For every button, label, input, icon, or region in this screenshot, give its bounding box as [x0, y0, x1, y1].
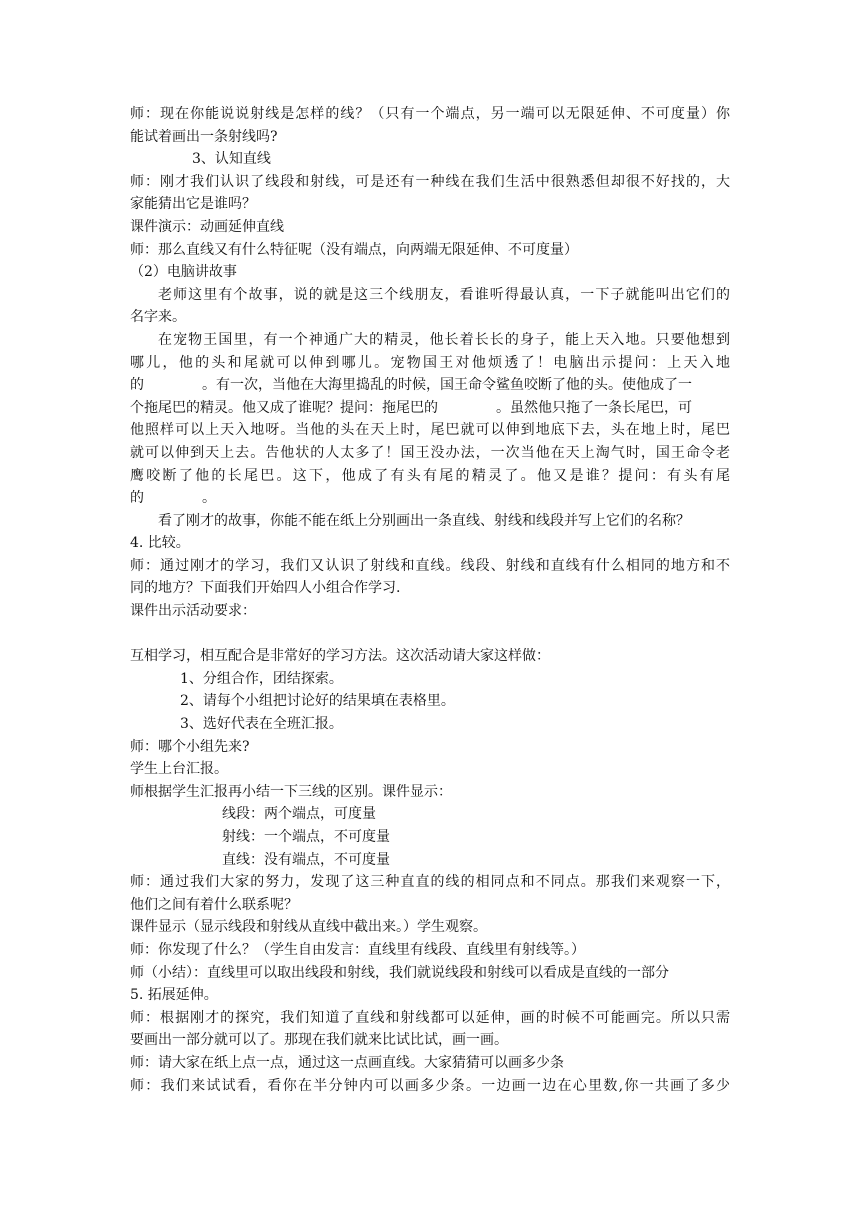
summary-item: 线段：两个端点，可度量	[222, 806, 376, 823]
paragraph-line: 同的地方？下面我们开始四人小组合作学习.	[130, 580, 401, 597]
paragraph-line: 师：我们来试试看，看你在半分钟内可以画多少条。一边画一边在心里数,你一共画了多少	[130, 1077, 730, 1094]
paragraph-line: 课件显示（显示线段和射线从直线中截出来。）学生观察。	[130, 919, 487, 936]
paragraph-line: 师：那么直线又有什么特征呢（没有端点，向两端无限延伸、不可度量）	[130, 241, 578, 258]
paragraph-line: 鹰咬断了他的长尾巴。这下，他成了有头有尾的精灵了。他又是谁？提问：有头有尾	[130, 467, 730, 484]
paragraph-line: 师：你发现了什么？（学生自由发言：直线里有线段、直线里有射线等。）	[130, 941, 585, 958]
paragraph-line: 师：请大家在纸上点一点，通过这一点画直线。大家猜猜可以画多少条	[130, 1054, 564, 1071]
paragraph-line: 名字来。	[130, 309, 186, 326]
paragraph-line: 课件演示：动画延伸直线	[130, 218, 284, 235]
paragraph-line: 课件出示活动要求：	[130, 603, 256, 620]
paragraph-line: 在宠物王国里，有一个神通广大的精灵，他长着长长的身子，能上天入地。只要他想到	[158, 331, 730, 348]
list-item: 2、请每个小组把讨论好的结果填在表格里。	[180, 693, 455, 710]
paragraph-line: 能试着画出一条射线吗?	[130, 128, 278, 145]
line-fragment: 。虽然他只拖了一条长尾巴，可	[496, 399, 692, 416]
paragraph-line	[130, 487, 730, 510]
summary-item: 直线：没有端点，不可度量	[222, 851, 390, 868]
blank-line	[130, 623, 730, 646]
paragraph-line: 就可以伸到天上去。告他状的人太多了！国王没办法，一次当他在天上淘气时，国王命令老	[130, 444, 730, 461]
paragraph-line: 他们之间有着什么联系呢？	[130, 896, 298, 913]
line-fragment: 的	[130, 377, 144, 394]
paragraph-line: 家能猜出它是谁吗？	[130, 196, 256, 213]
line-fragment: 。	[202, 490, 216, 507]
paragraph-line: 学生上台汇报。	[130, 761, 228, 778]
section-heading: 4. 比较。	[130, 535, 190, 552]
line-fragment: 。有一次，当他在大海里捣乱的时候，国王命令鲨鱼咬断了他的头。使他成了一	[202, 377, 692, 394]
paragraph-line: 要画出一部分就可以了。那现在我们就来比试比试，画一画。	[130, 1032, 508, 1049]
paragraph-line: 师根据学生汇报再小结一下三线的区别。课件显示：	[130, 783, 452, 800]
paragraph-line: 师：刚才我们认识了线段和射线，可是还有一种线在我们生活中很熟悉但却很不好找的，大	[130, 173, 730, 190]
summary-item: 射线：一个端点，不可度量	[222, 829, 390, 845]
paragraph-line: 互相学习，相互配合是非常好的学习方法。这次活动请大家这样做：	[130, 648, 550, 665]
paragraph-line: 师：通过刚才的学习，我们又认识了射线和直线。线段、射线和直线有什么相同的地方和不	[130, 557, 730, 574]
document-page	[130, 103, 730, 1097]
paragraph-line: 师（小结）：直线里可以取出线段和射线，我们就说线段和射线可以看成是直线的一部分	[130, 964, 669, 981]
line-fragment: 个拖尾巴的精灵。他又成了谁呢？提问：拖尾巴的	[130, 399, 438, 416]
line-fragment: 的	[130, 490, 144, 507]
paragraph-line: 师：通过我们大家的努力，发现了这三种直直的线的相同点和不同点。那我们来观察一下，	[130, 874, 730, 891]
list-item: 1、分组合作，团结探索。	[180, 670, 343, 687]
paragraph-line: 他照样可以上天入地呀。当他的头在天上时，尾巴就可以伸到地底下去，头在地上时，尾巴	[130, 422, 730, 439]
paragraph-line	[130, 374, 730, 397]
section-heading: 3、认知直线	[192, 151, 271, 168]
paragraph-line: 哪儿，他的头和尾就可以伸到哪儿。宠物国王对他烦透了！电脑出示提问：上天入地	[130, 354, 730, 371]
paragraph-line: 看了刚才的故事，你能不能在纸上分别画出一条直线、射线和线段并写上它们的名称？	[158, 512, 690, 529]
paragraph-line	[130, 397, 730, 420]
paragraph-line: 老师这里有个故事，说的就是这三个线朋友，看谁听得最认真，一下子就能叫出它们的	[158, 286, 730, 303]
paragraph-line: 师：现在你能说说射线是怎样的线？（只有一个端点，另一端可以无限延伸、不可度量）你	[130, 106, 730, 122]
paragraph-line: 师：根据刚才的探究，我们知道了直线和射线都可以延伸，画的时候不可能画完。所以只需	[130, 1009, 730, 1026]
list-item: 3、选好代表在全班汇报。	[180, 716, 343, 733]
section-heading: 5. 拓展延伸。	[130, 987, 218, 1004]
section-heading: （2）电脑讲故事	[130, 264, 237, 281]
paragraph-line: 师：哪个小组先来?	[130, 738, 250, 755]
